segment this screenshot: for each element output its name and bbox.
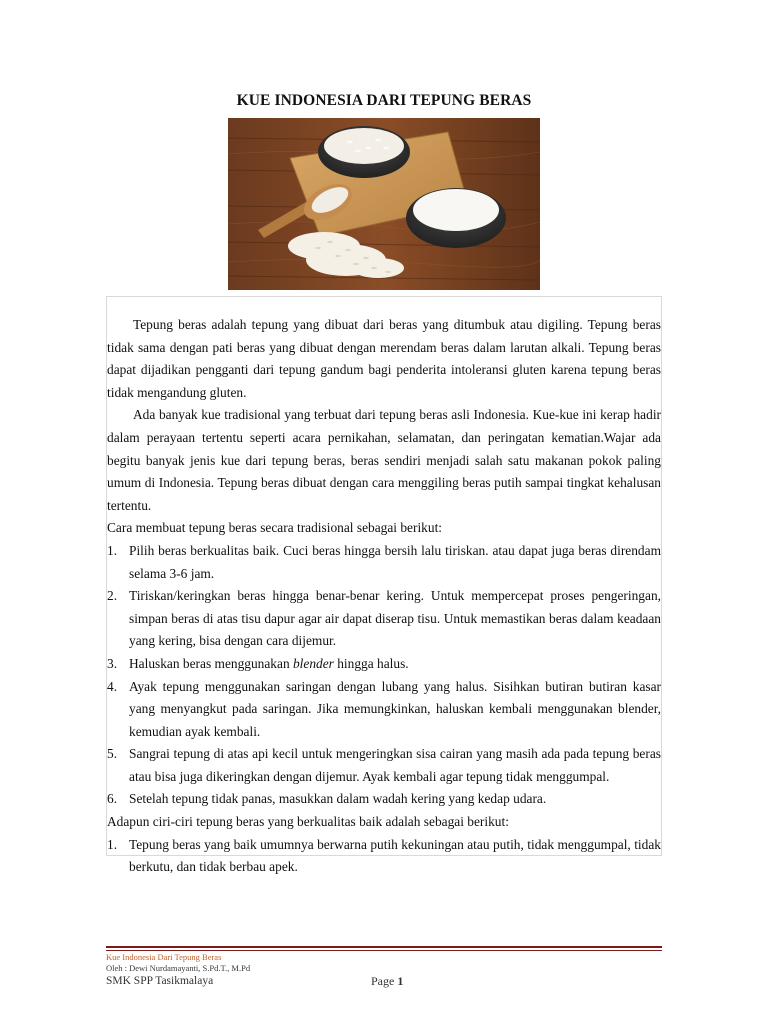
list-item-text: Haluskan beras menggunakan blender hingga halus. xyxy=(129,655,409,671)
list-number: 4. xyxy=(107,678,118,694)
list-item xyxy=(107,676,661,744)
paragraph-definition: Tepung beras adalah tepung yang dibuat dari beras yang ditumbuk atau digiling. Tepung beras tidak sama dengan pati beras yang dibuat dengan merendam beras dalam larutan alkali. Tepung beras dapat dijadikan pengganti dari tepung gandum bagi penderita intoleransi gluten karena tepung beras tidak mengandung gluten. xyxy=(107,317,661,400)
list-item xyxy=(107,743,661,788)
traits-list xyxy=(107,834,661,879)
list-item xyxy=(107,834,661,879)
footer-rule xyxy=(106,946,662,951)
paragraph-traditional-cakes: Ada banyak kue tradisional yang terbuat dari tepung beras asli Indonesia. Kue-kue ini kerap hadir dalam perayaan tertentu seperti acara pernikahan, selamatan, dan peringatan kematian.Wajar ada begitu banyak jenis kue dari tepung beras, beras sendiri menjadi salah satu makanan pokok paling umum di Indonesia. Tepung beras dibuat dengan cara menggiling beras putih sampai tingkat kehalusan tertentu. xyxy=(107,407,661,513)
list-item-text: Setelah tepung tidak panas, masukkan dalam wadah kering yang kedap udara. xyxy=(129,791,547,807)
list-item xyxy=(107,653,661,676)
article-body xyxy=(107,314,661,879)
page-number: Page 1 xyxy=(371,974,404,988)
list-number: 1. xyxy=(107,542,118,558)
list-item-text: Pilih beras berkualitas baik. Cuci beras hingga bersih lalu tiriskan. atau dapat juga beras direndam selama 3-6 jam. xyxy=(129,542,661,581)
rice-flour-photo xyxy=(228,118,540,290)
footer-school: SMK SPP Tasikmalaya xyxy=(106,975,214,987)
footer-author: Oleh : Dewi Nurdamayanti, S.Pd.T., M.Pd xyxy=(106,963,251,973)
paragraph-steps-intro: Cara membuat tepung beras secara tradisional sebagai berikut: xyxy=(107,520,443,536)
list-number: 1. xyxy=(107,836,118,852)
list-number: 6. xyxy=(107,791,118,807)
list-item-text: Tepung beras yang baik umumnya berwarna putih kekuningan atau putih, tidak menggumpal, tidak berkutu, dan tidak berbau apek. xyxy=(129,836,661,875)
list-item xyxy=(107,540,661,585)
emphasis-blender: blender xyxy=(292,655,334,671)
list-item-text: Tiriskan/keringkan beras hingga benar-benar kering. Untuk mempercepat proses pengeringan, simpan beras di atas tisu dapur agar air dapat diserap tisu. Untuk memastikan beras dalam keadaan yang kering, bisa dengan cara dijemur. xyxy=(129,588,661,649)
list-number: 3. xyxy=(107,655,118,671)
list-item-text: Sangrai tepung di atas api kecil untuk mengeringkan sisa cairan yang masih ada pada tepung beras atau bisa juga dikeringkan dengan dijemur. Ayak kembali agar tepung tidak menggumpal. xyxy=(129,746,661,784)
list-item-text: Ayak tepung menggunakan saringan dengan lubang yang halus. Sisihkan butiran butiran kasar yang menyangkut pada saringan. Jika memungkinkan, haluskan kembali menggunakan blender, kemudian ayak kembali. xyxy=(129,678,661,739)
paragraph-traits-intro: Adapun ciri-ciri tepung beras yang berkualitas baik adalah sebagai berikut: xyxy=(107,814,509,830)
footer-document-title: Kue Indonesia Dari Tepung Beras xyxy=(106,952,222,962)
document-title: KUE INDONESIA DARI TEPUNG BERAS xyxy=(236,92,532,109)
list-item xyxy=(107,788,661,811)
list-number: 2. xyxy=(107,588,118,604)
list-number: 5. xyxy=(107,746,118,762)
steps-list xyxy=(107,540,661,811)
list-item xyxy=(107,585,661,653)
